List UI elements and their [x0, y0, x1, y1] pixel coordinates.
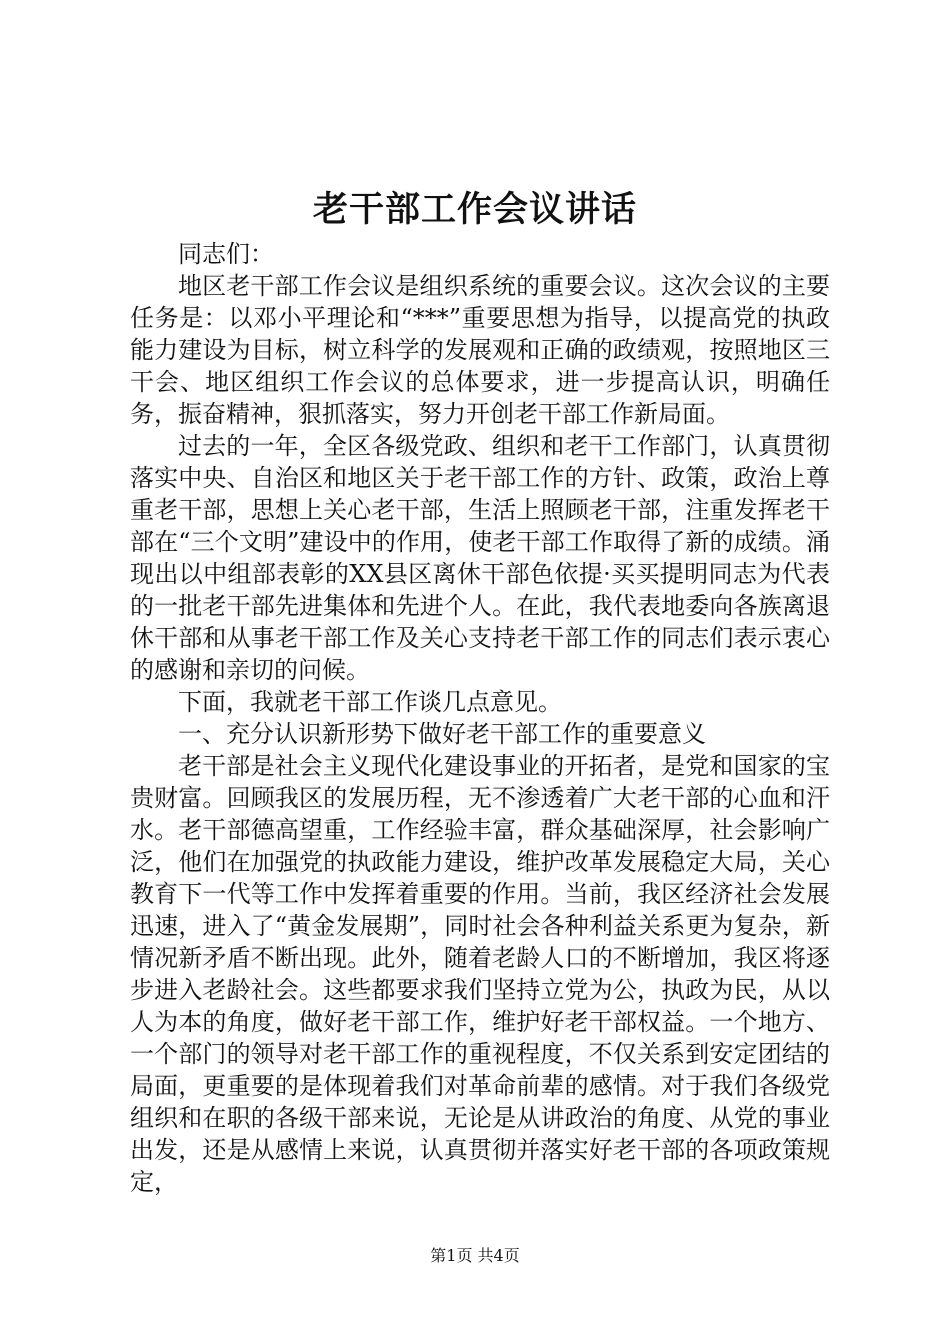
transition-paragraph: 下面，我就老干部工作谈几点意见。	[178, 688, 562, 716]
intro-paragraph: 地区老干部工作会议是组织系统的重要会议。这次会议的主要任务是：以邓小平理论和“***”重要思想为指导，以提高党的执政能力建设为目标，树立科学的发展观和正确的政绩观，按照地区三干会、地区组织工作会议的总体要求，进一步提高认识，明确任务，振奋精神，狠抓落实，努力开创老干部工作新局面。	[130, 272, 830, 428]
document-title: 老干部工作会议讲话	[312, 190, 637, 230]
significance-paragraph: 老干部是社会主义现代化建设事业的开拓者，是党和国家的宝贵财富。回顾我区的发展历程，无不渗透着广大老干部的心血和汗水。老干部德高望重，工作经验丰富，群众基础深厚，社会影响广泛，他们在加强党的执政能力建设，维护改革发展稳定大局，关心教育下一代等工作中发挥着重要的作用。当前，我区经济社会发展迅速，进入了“黄金发展期”，同时社会各种利益关系更为复杂，新情况新矛盾不断出现。此外，随着老龄人口的不断增加，我区将逐步进入老龄社会。这些都要求我们坚持立党为公，执政为民，从以人为本的角度，做好老干部工作，维护好老干部权益。一个地方、一个部门的领导对老干部工作的重视程度，不仅关系到安定团结的局面，更重要的是体现着我们对革命前辈的感情。对于我们各级党组织和在职的各级干部来说，无论是从讲政治的角度、从党的事业出发，还是从感情上来说，认真贯彻并落实好老干部的各项政策规定，	[130, 752, 830, 1196]
document-body	[130, 238, 830, 1198]
section-heading-1: 一、充分认识新形势下做好老干部工作的重要意义	[178, 720, 706, 748]
review-paragraph: 过去的一年，全区各级党政、组织和老干工作部门，认真贯彻落实中央、自治区和地区关于老干部工作的方针、政策，政治上尊重老干部，思想上关心老干部，生活上照顾老干部，注重发挥老干部在“三个文明”建设中的作用，使老干部工作取得了新的成绩。涌现出以中组部表彰的XX县区离休干部色依提·买买提明同志为代表的一批老干部先进集体和先进个人。在此，我代表地委向各族离退休干部和从事老干部工作及关心支持老干部工作的同志们表示衷心的感谢和亲切的问候。	[130, 432, 830, 684]
page-footer: 第1页 共4页	[430, 1246, 520, 1265]
salutation-paragraph: 同志们：	[178, 240, 274, 268]
